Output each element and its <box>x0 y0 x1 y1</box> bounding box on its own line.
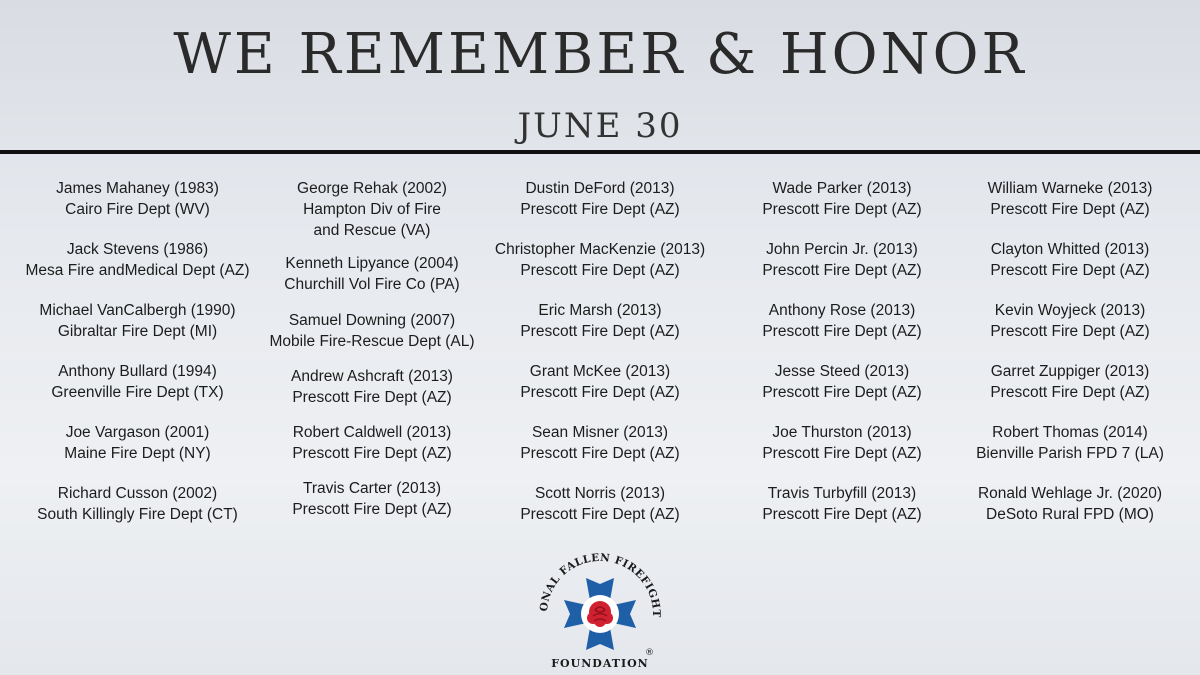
honoree-name: George Rehak (2002) <box>297 180 447 197</box>
list-item <box>722 483 962 525</box>
honoree-name: Joe Vargason (2001) <box>65 424 210 441</box>
honoree-dept: Prescott Fire Dept (AZ) <box>990 201 1150 218</box>
list-item <box>257 310 487 352</box>
list-item <box>480 361 720 403</box>
honoree-dept: Prescott Fire Dept (AZ) <box>520 506 680 523</box>
list-item <box>480 178 720 220</box>
list-item <box>722 178 962 220</box>
honoree-dept: Prescott Fire Dept (AZ) <box>762 506 922 523</box>
honoree-dept: Hampton Div of Fire <box>303 201 441 218</box>
honoree-dept: Greenville Fire Dept (TX) <box>51 384 224 401</box>
list-item <box>950 300 1190 342</box>
list-item <box>722 300 962 342</box>
honoree-dept: Prescott Fire Dept (AZ) <box>762 201 922 218</box>
list-item <box>950 483 1190 525</box>
divider <box>0 150 1200 154</box>
honoree-name: Kevin Woyjeck (2013) <box>994 302 1146 319</box>
list-item <box>722 239 962 281</box>
honoree-dept: Prescott Fire Dept (AZ) <box>762 384 922 401</box>
svg-text:FOUNDATION: FOUNDATION <box>551 657 649 670</box>
list-item <box>480 300 720 342</box>
honoree-dept: Prescott Fire Dept (AZ) <box>292 389 452 406</box>
list-item <box>480 483 720 525</box>
honoree-name: Michael VanCalbergh (1990) <box>39 302 236 319</box>
honoree-dept: Prescott Fire Dept (AZ) <box>520 323 680 340</box>
list-item <box>257 478 487 520</box>
honoree-dept: Prescott Fire Dept (AZ) <box>762 445 922 462</box>
list-item <box>15 361 260 403</box>
honoree-dept: Mesa Fire andMedical Dept (AZ) <box>25 262 250 279</box>
registered-mark: ® <box>645 648 654 658</box>
honoree-name: Jesse Steed (2013) <box>774 363 910 380</box>
page-title: WE REMEMBER & HONOR <box>173 22 1027 87</box>
honoree-dept: Maine Fire Dept (NY) <box>64 445 211 462</box>
date-subtitle: JUNE 30 <box>517 106 683 146</box>
honoree-name: Richard Cusson (2002) <box>57 485 218 502</box>
maltese-cross-icon <box>564 578 636 650</box>
list-item <box>257 422 487 464</box>
honoree-name: Wade Parker (2013) <box>772 180 912 197</box>
honoree-name: Dustin DeFord (2013) <box>525 180 675 197</box>
honoree-name: Andrew Ashcraft (2013) <box>291 368 453 385</box>
honoree-dept: Prescott Fire Dept (AZ) <box>990 384 1150 401</box>
honoree-dept: South Killingly Fire Dept (CT) <box>37 506 238 523</box>
honoree-dept: Prescott Fire Dept (AZ) <box>762 262 922 279</box>
svg-text:NATIONAL FALLEN FIREFIGHTERS: ONAL FALLEN FIREFIGHT <box>537 551 663 618</box>
list-item <box>15 300 260 342</box>
honoree-dept: Cairo Fire Dept (WV) <box>65 201 210 218</box>
honoree-name: Travis Carter (2013) <box>302 480 442 497</box>
honoree-name: Grant McKee (2013) <box>529 363 671 380</box>
nfff-logo <box>535 548 665 672</box>
list-item <box>722 422 962 464</box>
honoree-dept: Prescott Fire Dept (AZ) <box>990 323 1150 340</box>
list-item <box>15 422 260 464</box>
honoree-dept: Prescott Fire Dept (AZ) <box>520 445 680 462</box>
list-item <box>950 178 1190 220</box>
list-item <box>15 483 260 525</box>
honoree-dept: Prescott Fire Dept (AZ) <box>520 201 680 218</box>
honoree-dept: Prescott Fire Dept (AZ) <box>762 323 922 340</box>
list-item <box>257 178 487 241</box>
honoree-dept: Bienville Parish FPD 7 (LA) <box>976 445 1164 462</box>
honoree-name: Christopher MacKenzie (2013) <box>494 241 706 258</box>
honoree-name: Robert Thomas (2014) <box>992 424 1148 441</box>
honoree-name: Eric Marsh (2013) <box>538 302 662 319</box>
list-item <box>950 239 1190 281</box>
honoree-dept: Prescott Fire Dept (AZ) <box>990 262 1150 279</box>
honoree-name: Anthony Bullard (1994) <box>58 363 217 380</box>
honoree-dept: Mobile Fire-Rescue Dept (AL) <box>269 333 475 350</box>
list-item <box>950 422 1190 464</box>
list-item <box>480 422 720 464</box>
honoree-dept: Churchill Vol Fire Co (PA) <box>284 276 460 293</box>
list-item <box>257 253 487 295</box>
honoree-name: Ronald Wehlage Jr. (2020) <box>977 485 1163 502</box>
honoree-name: Samuel Downing (2007) <box>288 312 456 329</box>
honoree-name: Anthony Rose (2013) <box>768 302 916 319</box>
honoree-dept: Gibraltar Fire Dept (MI) <box>57 323 218 340</box>
honoree-dept: Prescott Fire Dept (AZ) <box>520 384 680 401</box>
honoree-name: Kenneth Lipyance (2004) <box>285 255 459 272</box>
honoree-name: Clayton Whitted (2013) <box>990 241 1150 258</box>
list-item <box>15 178 260 220</box>
honoree-name: James Mahaney (1983) <box>56 180 219 197</box>
honoree-dept-line-2: and Rescue (VA) <box>313 222 431 239</box>
honoree-name: Sean Misner (2013) <box>531 424 669 441</box>
list-item <box>15 239 260 281</box>
honoree-name: Scott Norris (2013) <box>534 485 666 502</box>
honoree-dept: DeSoto Rural FPD (MO) <box>986 506 1154 523</box>
honoree-name: John Percin Jr. (2013) <box>766 241 918 258</box>
honoree-dept: Prescott Fire Dept (AZ) <box>292 445 452 462</box>
honoree-dept: Prescott Fire Dept (AZ) <box>292 501 452 518</box>
list-item <box>480 239 720 281</box>
list-item <box>257 366 487 408</box>
honoree-name: Robert Caldwell (2013) <box>292 424 452 441</box>
honoree-name: Jack Stevens (1986) <box>66 241 209 258</box>
honoree-dept: Prescott Fire Dept (AZ) <box>520 262 680 279</box>
list-item <box>950 361 1190 403</box>
list-item <box>722 361 962 403</box>
honoree-name: Joe Thurston (2013) <box>772 424 912 441</box>
honoree-name: William Warneke (2013) <box>987 180 1153 197</box>
honoree-name: Travis Turbyfill (2013) <box>767 485 917 502</box>
honoree-name: Garret Zuppiger (2013) <box>990 363 1150 380</box>
